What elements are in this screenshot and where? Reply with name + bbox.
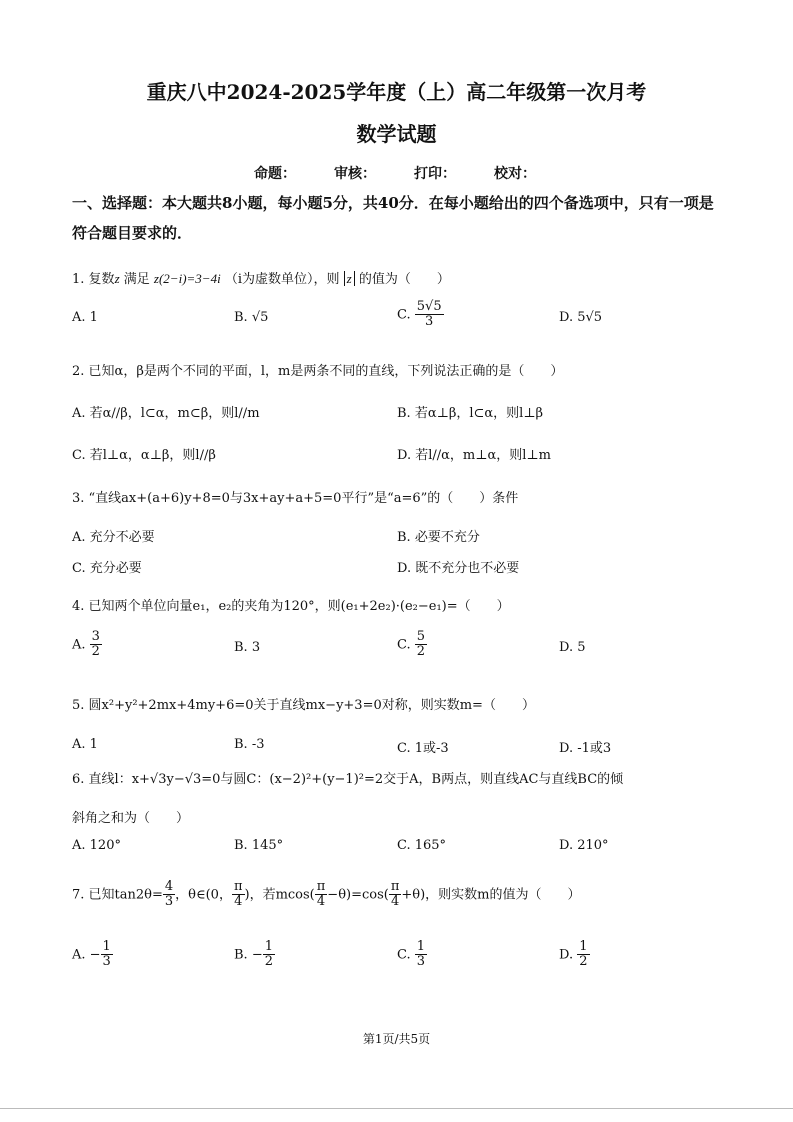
q5-option-a: A. 1 [72, 737, 98, 752]
meta-review: 审核： [334, 166, 376, 182]
q3-option-c: C. 充分必要 [72, 561, 142, 576]
q6-option-a: A. 120° [72, 838, 121, 853]
question-2: 2. 已知α，β是两个不同的平面，l，m是两条不同的直线，下列说法正确的是（ ） [72, 364, 564, 379]
q4-option-c: C. $\frac{5}{2}$ [397, 629, 426, 660]
q1-condition: z(2−i)=3−4i [153, 271, 221, 286]
question-6-line-1: 6. 直线l：x+√3y−√3=0与圆C：(x−2)²+(y−1)²=2交于A，B两点，则直线AC与直线BC的倾 [72, 772, 624, 787]
q4-option-b: B. 3 [234, 640, 261, 655]
q1-option-b: B. √5 [234, 310, 269, 325]
question-3: 3. “直线ax+(a+6)y+8=0与3x+ay+a+5=0平行”是“a=6”的（ ）条件 [72, 491, 519, 506]
question-7: 7. 已知tan2θ= $\frac{4}{3}$ ，θ∈(0， $\frac{\pi}{4}$ )，若mcos( $\frac{\pi}{4}$ −θ)=cos( $\frac{\pi}{4}$ +θ)，则实数m的值为（ ） [72, 879, 581, 910]
page-subtitle: 数学试题 [356, 122, 437, 146]
q1-option-d: D. 5√5 [559, 310, 603, 325]
page-title: 重庆八中2024-2025学年度（上）高二年级第一次月考 [146, 80, 647, 104]
q1-option-a: A. 1 [72, 310, 98, 325]
q3-option-b: B. 必要不充分 [397, 530, 480, 545]
meta-print: 打印： [414, 166, 456, 182]
q5-option-d: D. -1或3 [559, 741, 612, 756]
page-footer: 第1页/共5页 [362, 1032, 431, 1046]
question-5: 5. 圆x²+y²+2mx+4my+6=0关于直线mx−y+3=0对称，则实数m=（ ） [72, 698, 535, 713]
q2-option-d: D. 若l//α，m⊥α，则l⊥m [397, 448, 551, 463]
page-divider [0, 1108, 793, 1109]
section-heading: 一、选择题：本大题共8小题，每小题5分，共40分．在每小题给出的四个备选项中，只有一项是符合题目要求的． [72, 194, 714, 242]
q7-option-c: C. $\frac{1}{3}$ [397, 939, 426, 970]
q6-option-c: C. 165° [397, 838, 447, 853]
q2-option-a: A. 若α//β，l⊂α，m⊂β，则l//m [72, 406, 260, 421]
question-4: 4. 已知两个单位向量e₁，e₂的夹角为120°，则(e₁+2e₂)·(e₂−e₁)=（ ） [72, 599, 510, 614]
q7-option-b: B. − $\frac{1}{2}$ [234, 939, 273, 970]
q5-option-b: B. -3 [234, 737, 265, 752]
q3-option-a: A. 充分不必要 [72, 530, 155, 545]
q4-option-d: D. 5 [559, 640, 586, 655]
meta-proofread: 校对： [494, 166, 536, 182]
q2-option-c: C. 若l⊥α，α⊥β，则l//β [72, 448, 216, 463]
q6-option-b: B. 145° [234, 838, 284, 853]
q5-option-c: C. 1或-3 [397, 741, 449, 756]
question-1: 1. 复数z 满足 z(2−i)=3−4i （i为虚数单位），则 z 的值为（ ） [72, 271, 450, 287]
q2-option-b: B. 若α⊥β，l⊂α，则l⊥β [397, 406, 544, 421]
question-6-line-2: 斜角之和为（ ） [72, 811, 190, 826]
q1-option-c: C. $\frac{5√5}{3}$ [397, 299, 442, 330]
q4-option-a: A. $\frac{3}{2}$ [72, 629, 100, 660]
meta-proposition: 命题： [254, 166, 296, 182]
q7-option-d: D. $\frac{1}{2}$ [559, 939, 588, 970]
q7-option-a: A. − $\frac{1}{3}$ [72, 939, 111, 970]
q3-option-d: D. 既不充分也不必要 [397, 561, 520, 576]
q6-option-d: D. 210° [559, 838, 609, 853]
